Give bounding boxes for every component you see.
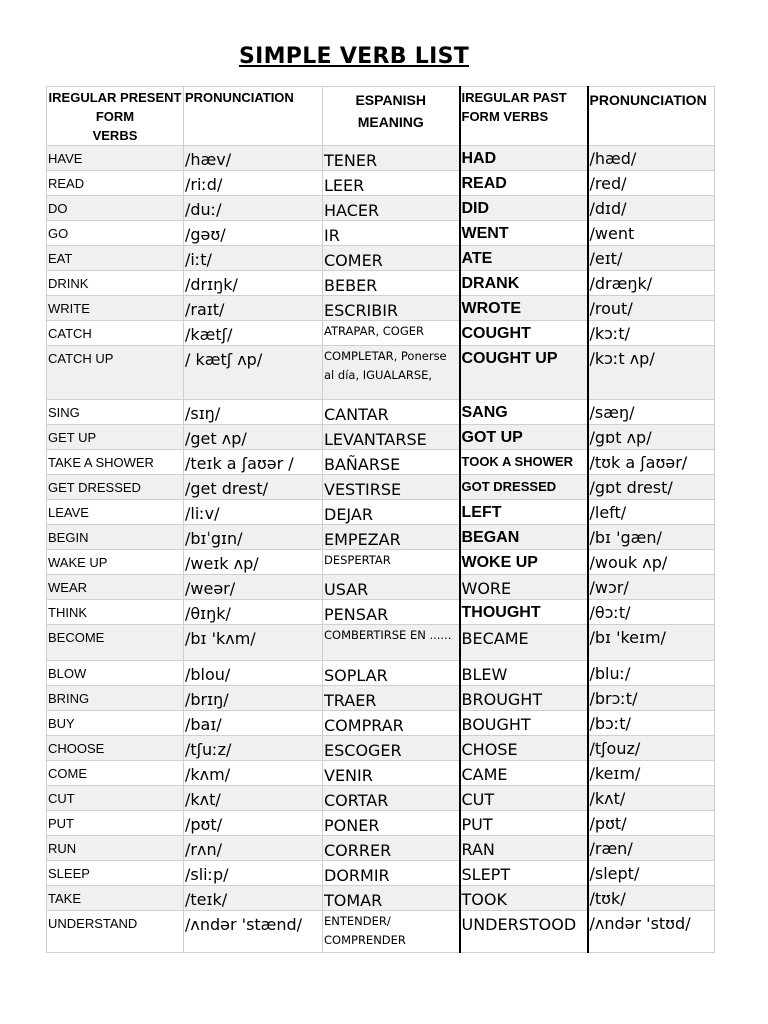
verb-base-form: BRING [47, 686, 184, 711]
verb-pronunciation: / kætʃ ʌp/ [184, 346, 323, 400]
table-row [47, 686, 715, 711]
table-row [47, 271, 715, 296]
verb-spanish-meaning: TRAER [323, 686, 460, 711]
verb-past-pronunciation: /left/ [588, 500, 715, 525]
verb-past-form: BECAME [460, 625, 588, 661]
verb-spanish-meaning: ESCRIBIR [323, 296, 460, 321]
verb-past-form: SANG [460, 400, 588, 425]
verb-past-form: COUGHT UP [460, 346, 588, 400]
verb-past-pronunciation: /gɒt drest/ [588, 475, 715, 500]
verb-past-pronunciation: /wɔr/ [588, 575, 715, 600]
verb-base-form: CUT [47, 786, 184, 811]
table-row [47, 321, 715, 346]
verb-base-form: CATCH [47, 321, 184, 346]
verb-base-form: BUY [47, 711, 184, 736]
verb-past-pronunciation: /θɔːt/ [588, 600, 715, 625]
verb-past-form: BLEW [460, 661, 588, 686]
verb-spanish-meaning: DORMIR [323, 861, 460, 886]
verb-past-form: PUT [460, 811, 588, 836]
verb-past-pronunciation: /tʃouz/ [588, 736, 715, 761]
verb-past-form: DRANK [460, 271, 588, 296]
verb-past-form: WENT [460, 221, 588, 246]
verb-base-form: SLEEP [47, 861, 184, 886]
verb-pronunciation: /sɪŋ/ [184, 400, 323, 425]
verb-past-pronunciation: /went [588, 221, 715, 246]
header-pronunciation: PRONUNCIATION [184, 87, 323, 146]
table-row [47, 346, 715, 400]
table-row [47, 525, 715, 550]
verb-past-form: GOT UP [460, 425, 588, 450]
verb-spanish-meaning: PONER [323, 811, 460, 836]
table-row [47, 711, 715, 736]
verb-spanish-meaning: CANTAR [323, 400, 460, 425]
verb-pronunciation: /bɪˈgɪn/ [184, 525, 323, 550]
verb-past-pronunciation: /bɪ 'gæn/ [588, 525, 715, 550]
verb-spanish-meaning: IR [323, 221, 460, 246]
header-past-pronunciation: PRONUNCIATION [588, 87, 715, 146]
table-row [47, 246, 715, 271]
verb-past-pronunciation: /gɒt ʌp/ [588, 425, 715, 450]
verb-pronunciation: /θɪŋk/ [184, 600, 323, 625]
verb-past-pronunciation: /eɪt/ [588, 246, 715, 271]
verb-pronunciation: /sliːp/ [184, 861, 323, 886]
verb-base-form: BLOW [47, 661, 184, 686]
verb-past-form: CAME [460, 761, 588, 786]
verb-pronunciation: /iːt/ [184, 246, 323, 271]
table-row [47, 911, 715, 953]
verb-base-form: WEAR [47, 575, 184, 600]
verb-past-pronunciation: /tʊk/ [588, 886, 715, 911]
verb-table [46, 86, 715, 953]
verb-spanish-meaning: VENIR [323, 761, 460, 786]
verb-base-form: CHOOSE [47, 736, 184, 761]
table-row [47, 836, 715, 861]
table-row [47, 450, 715, 475]
verb-pronunciation: /get drest/ [184, 475, 323, 500]
verb-past-form: SLEPT [460, 861, 588, 886]
verb-past-pronunciation: /hæd/ [588, 146, 715, 171]
verb-spanish-meaning: DESPERTAR [323, 550, 460, 575]
verb-base-form: LEAVE [47, 500, 184, 525]
verb-past-pronunciation: /brɔːt/ [588, 686, 715, 711]
verb-base-form: GET UP [47, 425, 184, 450]
verb-past-pronunciation: /kɔːt ʌp/ [588, 346, 715, 400]
verb-spanish-meaning: COMER [323, 246, 460, 271]
verb-past-form: HAD [460, 146, 588, 171]
verb-pronunciation: /tʃuːz/ [184, 736, 323, 761]
table-row [47, 221, 715, 246]
verb-pronunciation: /bɪ 'kʌm/ [184, 625, 323, 661]
verb-spanish-meaning: SOPLAR [323, 661, 460, 686]
verb-spanish-meaning: COMBERTIRSE EN ...... [323, 625, 460, 661]
verb-pronunciation: /pʊt/ [184, 811, 323, 836]
verb-past-form: RAN [460, 836, 588, 861]
verb-spanish-meaning: PENSAR [323, 600, 460, 625]
verb-base-form: DO [47, 196, 184, 221]
verb-past-pronunciation: /kɔːt/ [588, 321, 715, 346]
verb-pronunciation: /liːv/ [184, 500, 323, 525]
verb-past-form: TOOK A SHOWER [460, 450, 588, 475]
verb-pronunciation: /kʌm/ [184, 761, 323, 786]
verb-past-form: BEGAN [460, 525, 588, 550]
verb-past-form: WOKE UP [460, 550, 588, 575]
table-row [47, 475, 715, 500]
verb-pronunciation: /baɪ/ [184, 711, 323, 736]
verb-past-pronunciation: /dræŋk/ [588, 271, 715, 296]
verb-spanish-meaning: VESTIRSE [323, 475, 460, 500]
table-row [47, 296, 715, 321]
verb-base-form: PUT [47, 811, 184, 836]
verb-spanish-meaning: TOMAR [323, 886, 460, 911]
verb-base-form: TAKE [47, 886, 184, 911]
verb-past-pronunciation: /bɔːt/ [588, 711, 715, 736]
verb-spanish-meaning: LEER [323, 171, 460, 196]
verb-spanish-meaning: LEVANTARSE [323, 425, 460, 450]
table-row [47, 811, 715, 836]
verb-past-form: LEFT [460, 500, 588, 525]
verb-past-pronunciation: /ræn/ [588, 836, 715, 861]
verb-base-form: BECOME [47, 625, 184, 661]
verb-spanish-meaning: TENER [323, 146, 460, 171]
verb-past-form: WORE [460, 575, 588, 600]
verb-past-pronunciation: /red/ [588, 171, 715, 196]
table-row [47, 625, 715, 661]
verb-base-form: COME [47, 761, 184, 786]
verb-pronunciation: /kætʃ/ [184, 321, 323, 346]
verb-spanish-meaning: ESCOGER [323, 736, 460, 761]
verb-past-form: WROTE [460, 296, 588, 321]
verb-pronunciation: /duː/ [184, 196, 323, 221]
verb-base-form: TAKE A SHOWER [47, 450, 184, 475]
verb-base-form: GO [47, 221, 184, 246]
verb-past-form: TOOK [460, 886, 588, 911]
verb-pronunciation: /hæv/ [184, 146, 323, 171]
verb-spanish-meaning: BAÑARSE [323, 450, 460, 475]
verb-past-pronunciation: /sæŋ/ [588, 400, 715, 425]
verb-past-pronunciation: /kʌt/ [588, 786, 715, 811]
verb-pronunciation: /brɪŋ/ [184, 686, 323, 711]
verb-past-form: READ [460, 171, 588, 196]
verb-base-form: GET DRESSED [47, 475, 184, 500]
verb-pronunciation: /kʌt/ [184, 786, 323, 811]
header-present-form: IREGULAR PRESENT FORM VERBS [47, 87, 184, 146]
table-row [47, 736, 715, 761]
verb-past-form: THOUGHT [460, 600, 588, 625]
verb-past-form: ATE [460, 246, 588, 271]
verb-spanish-meaning: COMPRAR [323, 711, 460, 736]
verb-past-form: CUT [460, 786, 588, 811]
verb-base-form: SING [47, 400, 184, 425]
header-past-form: IREGULAR PAST FORM VERBS [460, 87, 588, 146]
verb-pronunciation: /teɪk a ʃaʊər / [184, 450, 323, 475]
verb-past-pronunciation: /bɪ 'keɪm/ [588, 625, 715, 661]
verb-base-form: WAKE UP [47, 550, 184, 575]
table-row [47, 146, 715, 171]
verb-past-pronunciation: /rout/ [588, 296, 715, 321]
table-row [47, 886, 715, 911]
verb-base-form: HAVE [47, 146, 184, 171]
verb-pronunciation: /weɪk ʌp/ [184, 550, 323, 575]
verb-spanish-meaning: BEBER [323, 271, 460, 296]
table-row [47, 500, 715, 525]
verb-spanish-meaning: CORRER [323, 836, 460, 861]
verb-pronunciation: /ʌndər 'stænd/ [184, 911, 323, 953]
table-row [47, 196, 715, 221]
table-row [47, 761, 715, 786]
table-row [47, 661, 715, 686]
verb-pronunciation: /rʌn/ [184, 836, 323, 861]
verb-base-form: DRINK [47, 271, 184, 296]
table-row [47, 575, 715, 600]
verb-base-form: THINK [47, 600, 184, 625]
verb-base-form: UNDERSTAND [47, 911, 184, 953]
verb-base-form: READ [47, 171, 184, 196]
verb-spanish-meaning: ENTENDER/ COMPRENDER [323, 911, 460, 953]
verb-spanish-meaning: ATRAPAR, COGER [323, 321, 460, 346]
verb-past-pronunciation: /pʊt/ [588, 811, 715, 836]
verb-spanish-meaning: EMPEZAR [323, 525, 460, 550]
verb-past-pronunciation: /slept/ [588, 861, 715, 886]
table-row [47, 171, 715, 196]
verb-past-pronunciation: /wouk ʌp/ [588, 550, 715, 575]
verb-pronunciation: /blou/ [184, 661, 323, 686]
verb-past-pronunciation: /dɪd/ [588, 196, 715, 221]
verb-past-form: CHOSE [460, 736, 588, 761]
verb-pronunciation: /weər/ [184, 575, 323, 600]
verb-spanish-meaning: CORTAR [323, 786, 460, 811]
verb-past-form: BROUGHT [460, 686, 588, 711]
verb-past-pronunciation: /ʌndər 'stʊd/ [588, 911, 715, 953]
table-row [47, 861, 715, 886]
verb-base-form: WRITE [47, 296, 184, 321]
verb-spanish-meaning: HACER [323, 196, 460, 221]
header-row [47, 87, 715, 146]
verb-pronunciation: /teɪk/ [184, 886, 323, 911]
verb-base-form: BEGIN [47, 525, 184, 550]
verb-pronunciation: /drɪŋk/ [184, 271, 323, 296]
verb-pronunciation: /get ʌp/ [184, 425, 323, 450]
table-row [47, 786, 715, 811]
verb-base-form: RUN [47, 836, 184, 861]
table-row [47, 600, 715, 625]
header-spanish-meaning: ESPANISH MEANING [323, 87, 460, 146]
verb-spanish-meaning: USAR [323, 575, 460, 600]
page-title: SIMPLE VERB LIST [238, 44, 470, 69]
table-row [47, 425, 715, 450]
verb-base-form: EAT [47, 246, 184, 271]
verb-past-form: DID [460, 196, 588, 221]
verb-past-pronunciation: /keɪm/ [588, 761, 715, 786]
verb-pronunciation: /riːd/ [184, 171, 323, 196]
verb-past-form: BOUGHT [460, 711, 588, 736]
verb-spanish-meaning: DEJAR [323, 500, 460, 525]
verb-spanish-meaning: COMPLETAR, Ponerse al día, IGUALARSE, [323, 346, 460, 400]
verb-past-pronunciation: /bluː/ [588, 661, 715, 686]
verb-past-form: UNDERSTOOD [460, 911, 588, 953]
verb-past-pronunciation: /tʊk a ʃaʊər/ [588, 450, 715, 475]
verb-base-form: CATCH UP [47, 346, 184, 400]
verb-past-form: COUGHT [460, 321, 588, 346]
table-row [47, 550, 715, 575]
verb-pronunciation: /raɪt/ [184, 296, 323, 321]
verb-past-form: GOT DRESSED [460, 475, 588, 500]
table-row [47, 400, 715, 425]
verb-pronunciation: /gəʊ/ [184, 221, 323, 246]
